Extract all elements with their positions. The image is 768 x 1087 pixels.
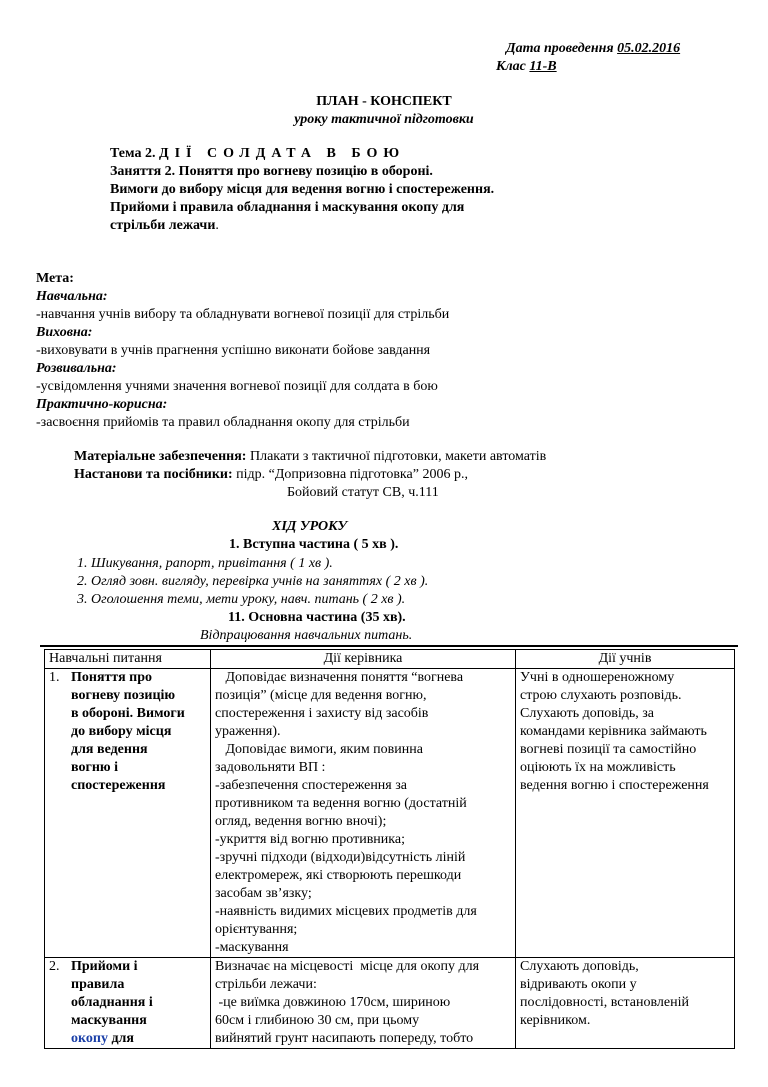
class-value: 11-В xyxy=(529,59,557,74)
question-number: 2. xyxy=(49,959,60,974)
goal-label: Розвивальна: xyxy=(36,361,117,376)
lesson-table xyxy=(44,649,735,1049)
question-cell xyxy=(45,958,211,1049)
lesson-line-4-text: стрільби лежачи xyxy=(110,218,216,233)
goal-text: -засвоєння прийомів та правил обладнання окопу для стрільби xyxy=(36,415,410,430)
table-row xyxy=(45,958,735,1049)
course-step: 3. Оголошення теми, мети уроку, навч. питань ( 2 хв ). xyxy=(77,592,406,607)
lesson-line-2: Вимоги до вибору місця для ведення вогню і спостереження. xyxy=(110,182,495,197)
table-top-rule xyxy=(40,645,738,647)
question-text: Прийоми і правила обладнання і маскування окопу для xyxy=(71,959,153,1046)
students-actions-cell: Слухають доповідь, відривають окопи у послідовності, встановленій керівником. xyxy=(516,958,735,1049)
goal-text: -усвідомлення учнями значення вогневої позиції для солдата в бою xyxy=(36,379,438,394)
material-line xyxy=(74,448,546,466)
theme-value: ДІЇ СОЛДАТА В БОЮ xyxy=(158,146,406,161)
question-cell xyxy=(45,669,211,958)
theme-line xyxy=(110,145,405,163)
plan-subtitle: уроку тактичної підготовки xyxy=(294,112,474,127)
part-2-heading: 11. Основна частина (35 хв). xyxy=(228,610,406,625)
material-label: Матеріальне забезпечення: xyxy=(74,449,247,464)
goal-text: -виховувати в учнів прагнення успішно виконати бойове завдання xyxy=(36,343,431,358)
goal-label: Навчальна: xyxy=(36,289,108,304)
lesson-line-4-end: . xyxy=(215,218,219,233)
leader-actions-cell: Визначає на місцевості місце для окопу для стрільби лежачи: -це виїмка довжиною 170см, шириною 60см і глибиною 30 см, при цьому вийнятий грунт насипають попереду, тобто xyxy=(211,958,516,1049)
question-number: 1. xyxy=(49,670,60,685)
date-line xyxy=(506,40,680,58)
theme-label: Тема 2. xyxy=(110,146,156,161)
students-actions-cell: Учні в одношереножному строю слухають розповідь. Слухають доповідь, за командами керівника займають вогневі позиції та самостійно оціюють їх на можливість ведення вогню і спостереження xyxy=(516,669,735,958)
course-heading: ХІД УРОКУ xyxy=(272,519,348,534)
plan-title: ПЛАН - КОНСПЕКТ xyxy=(316,94,452,109)
goals-heading: Мета: xyxy=(36,271,74,286)
table-header-row xyxy=(45,650,735,669)
date-label: Дата проведення xyxy=(506,41,618,56)
leader-actions-cell: Доповідає визначення поняття “вогнева позиція” (місце для ведення вогню, спостереження і захисту від засобів ураження). Доповідає вимоги, яким повинна задовольняти ВП : -забезпечення спостереження за противником та ведення вогню (достатній огляд, ведення вогню вночі); -укриття від вогню противника; -зручні підходи (відходи)відсутність ліній електромереж, які створюють перешкоди засобам зв’язку; -наявність видимих місцевих продметів для орієнтування; -маскування xyxy=(211,669,516,958)
question-topic xyxy=(49,669,206,795)
question-topic xyxy=(49,958,206,1048)
table-row xyxy=(45,669,735,958)
manuals-label: Настанови та посібники: xyxy=(74,467,233,482)
manuals-text-2: Бойовий статут СВ, ч.111 xyxy=(287,485,439,500)
course-step: 2. Огляд зовн. вигляду, перевірка учнів на заняттях ( 2 хв ). xyxy=(77,574,429,589)
part-2-subheading: Відпрацювання навчальних питань. xyxy=(200,628,413,643)
goal-label: Практично-корисна: xyxy=(36,397,168,412)
manuals-text: підр. “Допризовна підготовка” 2006 р., xyxy=(232,467,468,482)
class-label: Клас xyxy=(496,59,530,74)
lesson-line-3: Прийоми і правила обладнання і маскування окопу для xyxy=(110,200,465,215)
lesson-line-4 xyxy=(110,217,219,235)
manuals-line xyxy=(74,466,468,484)
column-header: Дії учнів xyxy=(516,650,735,669)
class-line xyxy=(496,58,557,76)
question-text: Поняття про вогневу позицію в обороні. Вимоги до вибору місця для ведення вогню і спостереження xyxy=(71,670,185,793)
lesson-line-1: Заняття 2. Поняття про вогневу позицію в обороні. xyxy=(110,164,433,179)
part-1-heading: 1. Вступна частина ( 5 хв ). xyxy=(229,537,399,552)
column-header: Навчальні питання xyxy=(45,650,211,669)
goal-label: Виховна: xyxy=(36,325,93,340)
column-header: Дії керівника xyxy=(211,650,516,669)
date-value: 05.02.2016 xyxy=(617,41,681,56)
goal-text: -навчання учнів вибору та обладнувати вогневої позиції для стрільби xyxy=(36,307,450,322)
material-text: Плакати з тактичної підготовки, макети автоматів xyxy=(246,449,547,464)
course-step: 1. Шикування, рапорт, привітання ( 1 хв ). xyxy=(77,556,333,571)
